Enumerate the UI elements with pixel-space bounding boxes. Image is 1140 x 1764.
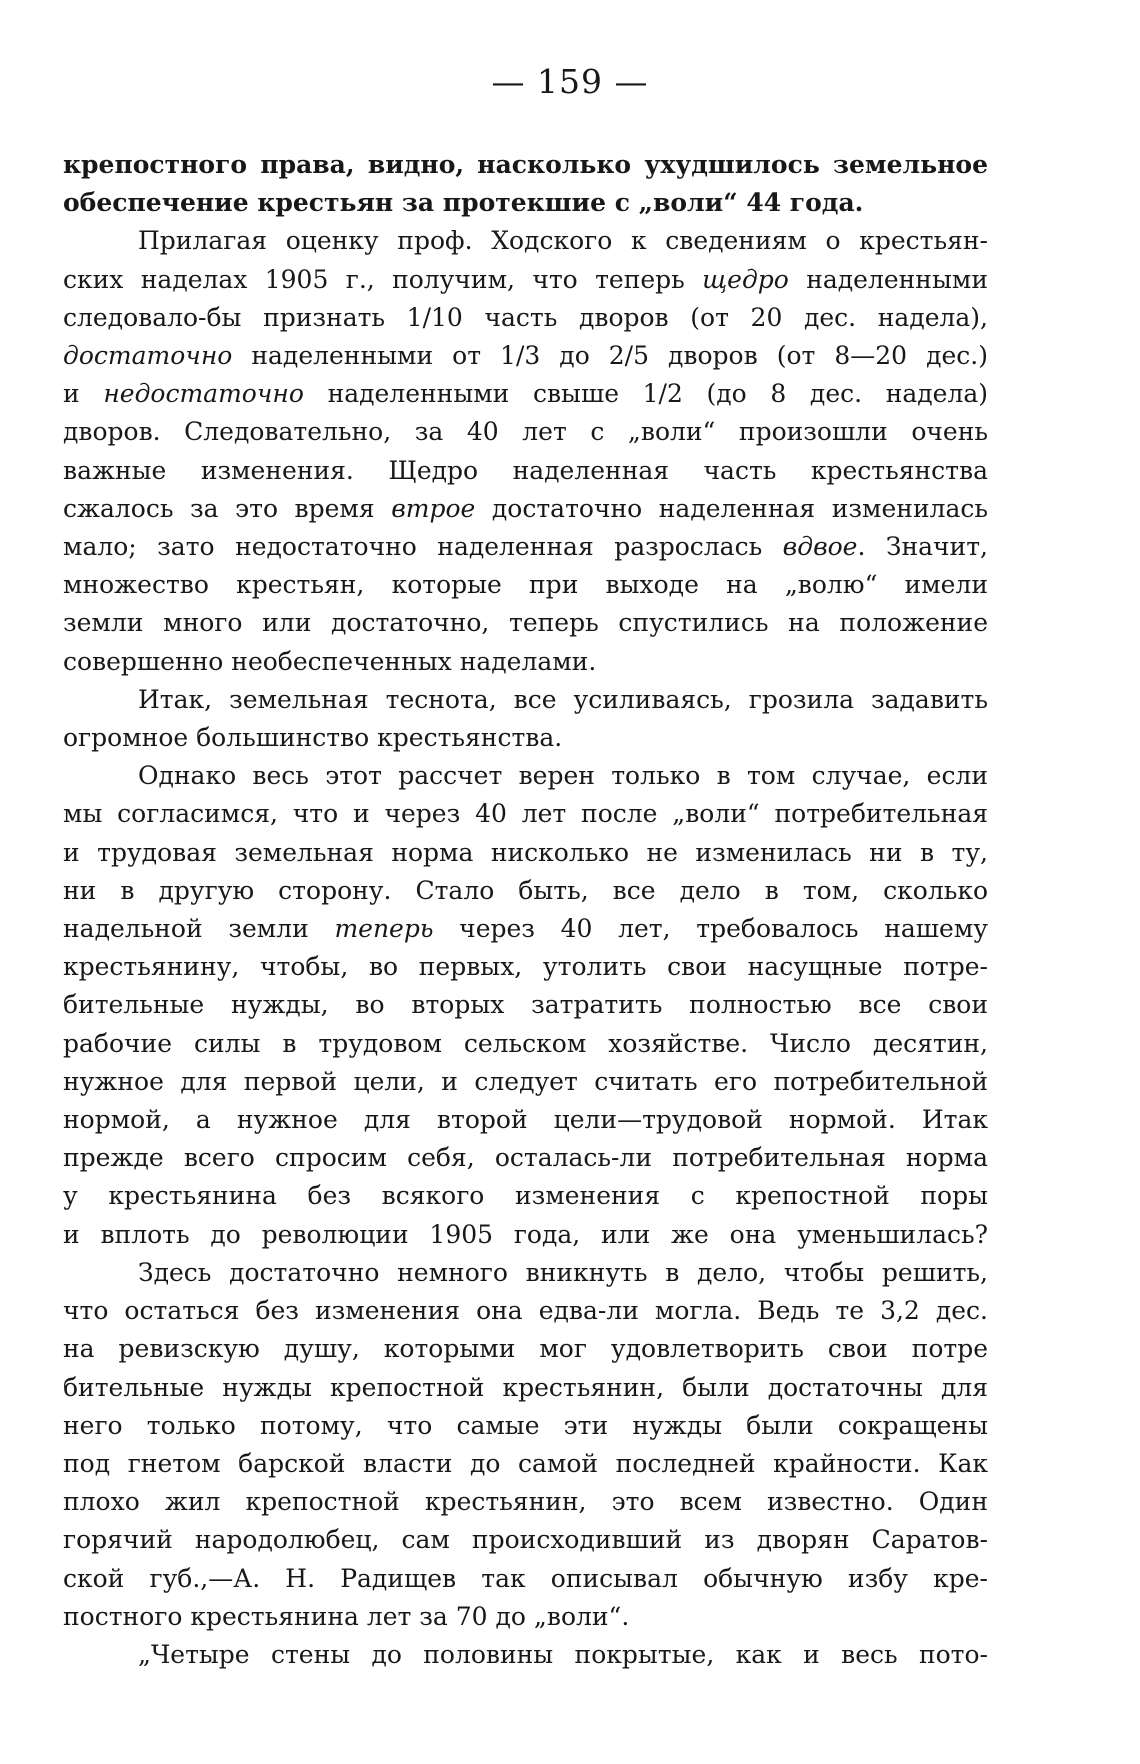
body-text bbox=[63, 146, 988, 1674]
text-fragment: достаточно наделенная изменилась bbox=[475, 493, 989, 523]
text-fragment: мало; зато недостаточно наделенная разрослась bbox=[63, 532, 783, 562]
text-line: Прилагая оценку проф. Ходского к сведениям о крестьян- bbox=[138, 226, 988, 256]
text-line: и вплоть до революции 1905 года, или же она уменьшилась? bbox=[63, 1219, 988, 1249]
text-line: под гнетом барской власти до самой последней крайности. Как bbox=[63, 1448, 988, 1478]
text-fragment: наделенными от 1/3 до 2/5 дворов (от 8—20 дес.) bbox=[232, 341, 988, 371]
text-fragment: наделенными свыше 1/2 (до 8 дес. надела) bbox=[303, 379, 988, 409]
text-line: мы согласимся, что и через 40 лет после „воли“ потребительная bbox=[63, 799, 988, 829]
text-line: важные изменения. Щедро наделенная часть крестьянства bbox=[63, 455, 988, 485]
text-line: и трудовая земельная норма нисколько не изменилась ни в ту, bbox=[63, 837, 988, 867]
text-line bbox=[63, 910, 988, 948]
text-line bbox=[63, 337, 988, 375]
page-number: — 159 — bbox=[491, 62, 649, 101]
text-line: „Четыре стены до половины покрытые, как и весь пото- bbox=[138, 1639, 988, 1669]
text-line bbox=[63, 528, 988, 566]
text-fragment: сжалось за это время bbox=[63, 493, 392, 523]
text-fragment: ских наделах 1905 г., получим, что теперь bbox=[63, 264, 685, 294]
text-line: него только потому, что самые эти нужды были сокращены bbox=[63, 1410, 988, 1440]
text-line: дворов. Следовательно, за 40 лет с „воли“ произошли очень bbox=[63, 417, 988, 447]
emphasis: щедро bbox=[702, 264, 789, 294]
text-line: Здесь достаточно немного вникнуть в дело, чтобы решить, bbox=[138, 1257, 988, 1287]
text-fragment: надельной земли bbox=[63, 914, 335, 944]
text-line: плохо жил крепостной крестьянин, это всем известно. Один bbox=[63, 1487, 988, 1517]
text-line bbox=[63, 490, 988, 528]
text-line: нужное для первой цели, и следует считать его потребительной bbox=[63, 1066, 988, 1096]
text-line: бительные нужды крепостной крестьянин, были достаточны для bbox=[63, 1372, 988, 1402]
text-line: ни в другую сторону. Стало быть, все дело в том, сколько bbox=[63, 875, 988, 905]
text-line: Итак, земельная теснота, все усиливаясь, грозила задавить bbox=[138, 684, 988, 714]
text-line: бительные нужды, во вторых затратить полностью все свои bbox=[63, 990, 988, 1020]
text-line: земли много или достаточно, теперь спустились на положение bbox=[63, 608, 988, 638]
text-line: нормой, а нужное для второй цели—трудовой нормой. Итак bbox=[63, 1105, 988, 1135]
text-line: Однако весь этот рассчет верен только в том случае, если bbox=[138, 761, 988, 791]
text-line: прежде всего спросим себя, осталась-ли потребительная норма bbox=[63, 1143, 988, 1173]
text-line: множество крестьян, которые при выходе на „волю“ имели bbox=[63, 570, 988, 600]
text-line: горячий народолюбец, сам происходивший из дворян Саратов- bbox=[63, 1525, 988, 1555]
text-line: крепостного права, видно, насколько ухудшилось земельное bbox=[63, 150, 988, 179]
text-line bbox=[63, 261, 988, 299]
emphasis: вдвое bbox=[782, 532, 858, 562]
text-line bbox=[63, 375, 988, 413]
text-fragment: . Значит, bbox=[857, 532, 988, 562]
text-line: на ревизскую душу, которыми мог удовлетворить свои потре bbox=[63, 1334, 988, 1364]
text-fragment: наделенными bbox=[788, 264, 988, 294]
text-line: постного крестьянина лет за 70 до „воли“. bbox=[63, 1601, 630, 1631]
text-line: ской губ.,—А. Н. Радищев так описывал обычную избу кре- bbox=[63, 1563, 988, 1593]
text-line: крестьянину, чтобы, во первых, утолить свои насущные потре- bbox=[63, 952, 988, 982]
text-line: обеспечение крестьян за протекшие с „воли“ 44 года. bbox=[63, 188, 864, 218]
emphasis: достаточно bbox=[63, 341, 233, 371]
text-fragment: через 40 лет, требовалось нашему bbox=[433, 914, 989, 944]
emphasis: теперь bbox=[334, 914, 434, 944]
text-line: у крестьянина без всякого изменения с крепостной поры bbox=[63, 1181, 988, 1211]
text-line: совершенно необеспеченных наделами. bbox=[63, 646, 597, 676]
emphasis: втрое bbox=[391, 493, 476, 523]
text-line: огромное большинство крестьянства. bbox=[63, 723, 563, 753]
text-line: рабочие силы в трудовом сельском хозяйстве. Число десятин, bbox=[63, 1028, 988, 1058]
text-line: что остаться без изменения она едва-ли могла. Ведь те 3,2 дес. bbox=[63, 1296, 988, 1326]
emphasis: недостаточно bbox=[103, 379, 304, 409]
text-line: следовало-бы признать 1/10 часть дворов (от 20 дес. надела), bbox=[63, 302, 988, 332]
text-fragment: и bbox=[63, 379, 104, 409]
